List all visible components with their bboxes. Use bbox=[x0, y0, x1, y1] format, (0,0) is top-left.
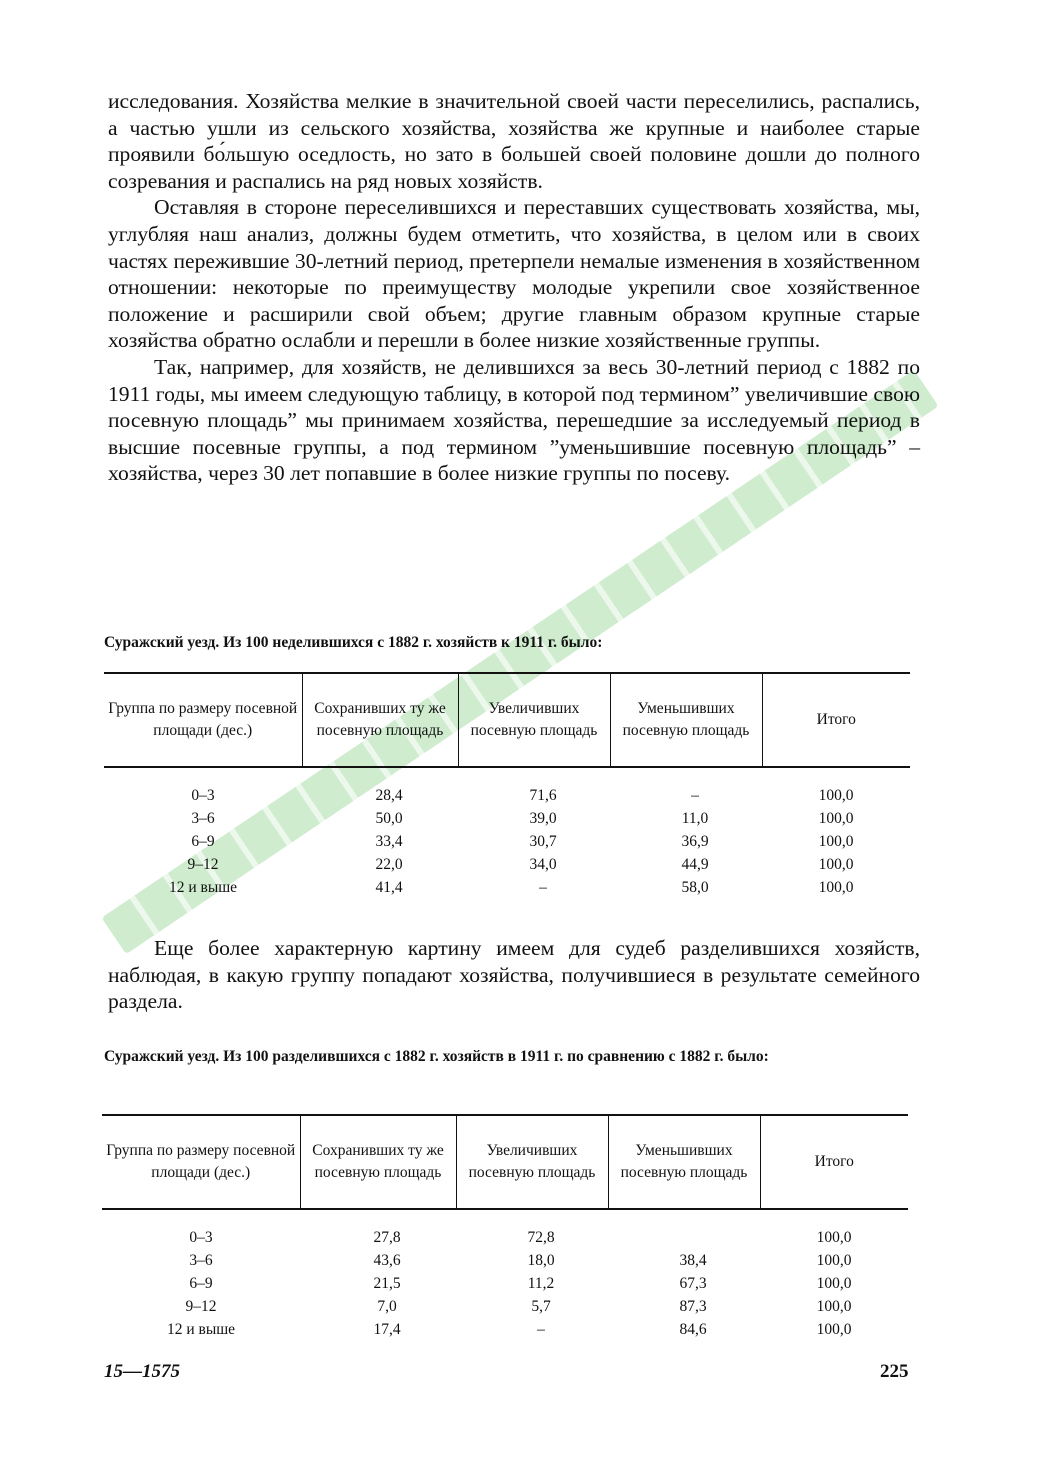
table1-header-row bbox=[104, 673, 910, 767]
table-cell: 33,4 bbox=[375, 833, 403, 850]
table1-caption: Суражский уезд. Из 100 неделившихся с 1882 г. хозяйств к 1911 г. было: bbox=[104, 634, 603, 651]
table-cell: 100,0 bbox=[818, 787, 854, 804]
table-cell: 100,0 bbox=[816, 1298, 852, 1315]
table-cell: – bbox=[691, 787, 699, 804]
table-cell: 100,0 bbox=[816, 1321, 852, 1338]
table-cell: 11,0 bbox=[681, 810, 709, 827]
text-block-middle bbox=[108, 935, 920, 1015]
table-cell: 100,0 bbox=[818, 833, 854, 850]
table1-header-increased: Увеличивших посевную площадь bbox=[458, 673, 610, 767]
table-cell: 17,4 bbox=[373, 1321, 401, 1338]
table-cell: 12 и выше bbox=[166, 1321, 236, 1338]
table-cell: 44,9 bbox=[681, 856, 709, 873]
table-cell: 3–6 bbox=[189, 1252, 213, 1269]
table-cell: 71,6 bbox=[529, 787, 557, 804]
table-cell: 87,3 bbox=[679, 1298, 707, 1315]
text-block-top bbox=[108, 88, 920, 487]
table2-header-row bbox=[102, 1115, 908, 1209]
table1-header-group: Группа по размеру посевной площади (дес.) bbox=[104, 673, 302, 767]
table-cell: 9–12 bbox=[185, 1298, 217, 1315]
table1-header-kept: Сохранивших ту же посевную площадь bbox=[302, 673, 458, 767]
table-cell: 100,0 bbox=[818, 856, 854, 873]
table-cell: 43,6 bbox=[373, 1252, 401, 1269]
table-cell: 3–6 bbox=[191, 810, 215, 827]
table-cell: 30,7 bbox=[529, 833, 557, 850]
table-cell: 7,0 bbox=[377, 1298, 397, 1315]
table-cell bbox=[608, 1226, 760, 1249]
table1-header-total: Итого bbox=[762, 673, 910, 767]
table-cell: 6–9 bbox=[191, 833, 215, 850]
table-row bbox=[102, 1295, 908, 1318]
table-row bbox=[102, 1318, 908, 1341]
table-cell: 58,0 bbox=[681, 879, 709, 896]
table2-header-group: Группа по размеру посевной площади (дес.) bbox=[102, 1115, 300, 1209]
table-row bbox=[102, 1272, 908, 1295]
table1-header-decreased: Уменьшивших посевную площадь bbox=[610, 673, 762, 767]
signature-mark: 15—1575 bbox=[104, 1361, 180, 1382]
table1 bbox=[104, 672, 910, 899]
paragraph-1: исследования. Хозяйства мелкие в значительной своей части переселились, распались, а частью ушли из сельского хозяйства, хозяйства же крупные и наиболее старые проявили бо́льшую оседлость, но зато в большей своей половине дошли до полного созревания и распались на ряд новых хозяйств. bbox=[108, 89, 920, 193]
table-cell: 100,0 bbox=[816, 1229, 852, 1246]
table-cell: 67,3 bbox=[679, 1275, 707, 1292]
table2-caption: Суражский уезд. Из 100 разделившихся с 1882 г. хозяйств в 1911 г. по сравнению с 1882 г. было: bbox=[104, 1048, 769, 1065]
table-cell: 0–3 bbox=[189, 1229, 213, 1246]
table-cell: 21,5 bbox=[373, 1275, 401, 1292]
table-cell: 72,8 bbox=[527, 1229, 555, 1246]
table-row bbox=[102, 1249, 908, 1272]
paragraph-3: Так, например, для хозяйств, не делившихся за весь 30-летний период с 1882 по 1911 годы, мы имеем следующую таблицу, в которой под термином” увеличившие свою посевную площадь” мы принимаем хозяйства, перешедшие за исследуемый период в высшие посевные группы, а под термином ”уменьшившие посевную площадь” – хозяйства, через 30 лет попавшие в более низкие группы по посеву. bbox=[108, 354, 920, 486]
table-cell: 22,0 bbox=[375, 856, 403, 873]
table-cell: – bbox=[537, 1321, 545, 1338]
table-cell: – bbox=[539, 879, 547, 896]
table-cell: 38,4 bbox=[679, 1252, 707, 1269]
table2-header-total: Итого bbox=[760, 1115, 908, 1209]
table2-header-kept: Сохранивших ту же посевную площадь bbox=[300, 1115, 456, 1209]
table-cell: 100,0 bbox=[816, 1252, 852, 1269]
table-cell: 100,0 bbox=[818, 879, 854, 896]
table-cell: 9–12 bbox=[187, 856, 219, 873]
table-cell: 5,7 bbox=[531, 1298, 551, 1315]
paragraph-2: Оставляя в стороне переселившихся и переставших существовать хозяйства, мы, углубляя наш анализ, должны будем отметить, что хозяйства, в целом или в своих частях пережившие 30-летний период, претерпели немалые изменения в хозяйственном отношении: некоторые по преимуществу молодые укрепили свое хозяйственное положение и расширили свой объем; другие главным образом крупные старые хозяйства обратно ослабли и перешли в более низкие хозяйственные группы. bbox=[108, 195, 920, 353]
table2-header-increased: Увеличивших посевную площадь bbox=[456, 1115, 608, 1209]
table-cell: 18,0 bbox=[527, 1252, 555, 1269]
table-cell: 12 и выше bbox=[168, 879, 238, 896]
table-cell: 34,0 bbox=[529, 856, 557, 873]
table-cell: 84,6 bbox=[679, 1321, 707, 1338]
table-row bbox=[102, 1226, 908, 1249]
paragraph-4: Еще более характерную картину имеем для судеб разделившихся хозяйств, наблюдая, в какую группу попадают хозяйства, получившиеся в результате семейного раздела. bbox=[108, 936, 920, 1014]
table-cell: 36,9 bbox=[681, 833, 709, 850]
table-cell: 11,2 bbox=[527, 1275, 555, 1292]
page-number: 225 bbox=[880, 1361, 909, 1382]
table-row bbox=[104, 807, 910, 830]
table-cell: 6–9 bbox=[189, 1275, 213, 1292]
table-cell: 50,0 bbox=[375, 810, 403, 827]
table-cell: 28,4 bbox=[375, 787, 403, 804]
table-row bbox=[104, 876, 910, 899]
table-cell: 41,4 bbox=[375, 879, 403, 896]
table-row bbox=[104, 853, 910, 876]
table2 bbox=[102, 1114, 908, 1341]
table-cell: 27,8 bbox=[373, 1229, 401, 1246]
table-cell: 100,0 bbox=[818, 810, 854, 827]
table2-header-decreased: Уменьшивших посевную площадь bbox=[608, 1115, 760, 1209]
table-cell: 39,0 bbox=[529, 810, 557, 827]
table-cell: 0–3 bbox=[191, 787, 215, 804]
table-row bbox=[104, 830, 910, 853]
table-cell: 100,0 bbox=[816, 1275, 852, 1292]
table-row bbox=[104, 784, 910, 807]
